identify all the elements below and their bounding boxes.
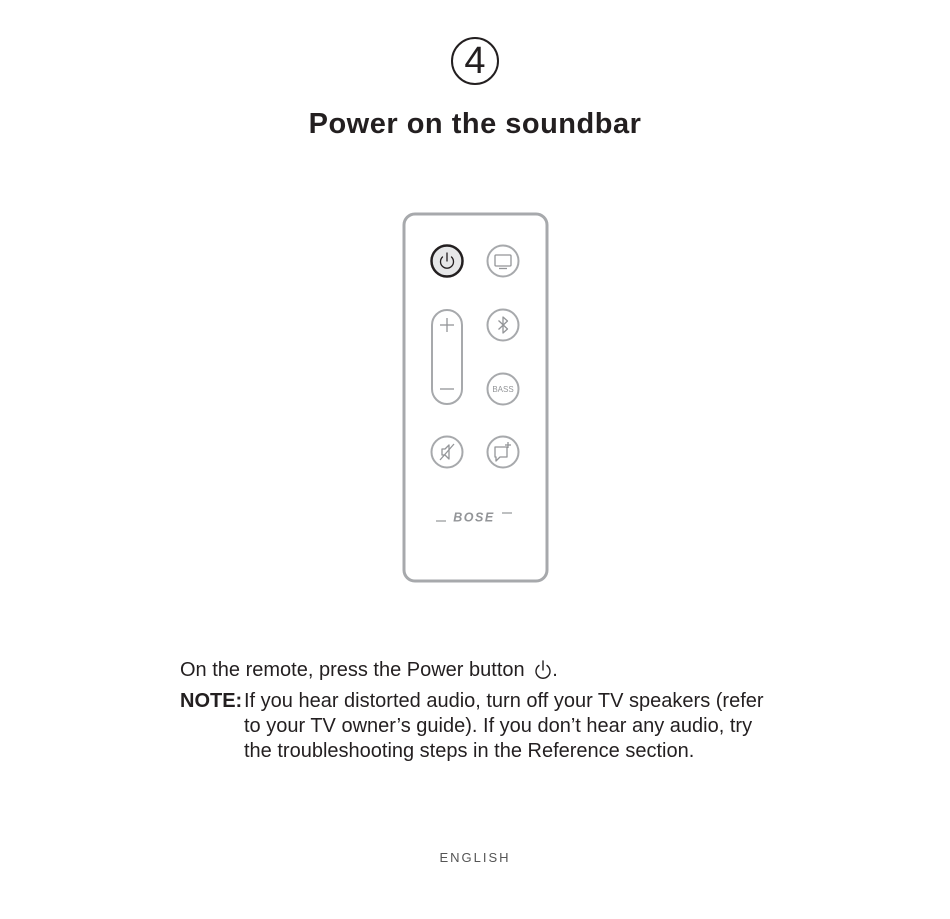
- note-label: NOTE:: [180, 690, 243, 712]
- bluetooth-button: [488, 310, 519, 341]
- instruction-period: .: [552, 659, 558, 681]
- language-footer: ENGLISH: [439, 850, 511, 865]
- instruction-text: [180, 657, 558, 683]
- power-button: [432, 246, 463, 277]
- bass-button: [488, 374, 519, 405]
- action-button: [488, 437, 519, 468]
- tv-button: [488, 246, 519, 277]
- note-text: If you hear distorted audio, turn off your TV speakers (refer to your TV owner’s guide). If you don’t hear any audio, try the troubleshooting steps in the Reference section.: [244, 690, 764, 762]
- step-number-badge: [451, 37, 499, 85]
- remote-illustration: [402, 212, 549, 583]
- page-title: Power on the soundbar: [308, 108, 642, 140]
- mute-button: [432, 437, 463, 468]
- instruction-body: On the remote, press the Power button: [180, 659, 525, 681]
- power-icon: [534, 659, 552, 679]
- step-number: 4: [464, 40, 486, 82]
- remote-body: [404, 214, 547, 581]
- volume-rocker: [432, 310, 462, 404]
- bass-label: BASS: [492, 385, 514, 394]
- svg-text:BOSE: BOSE: [453, 510, 495, 525]
